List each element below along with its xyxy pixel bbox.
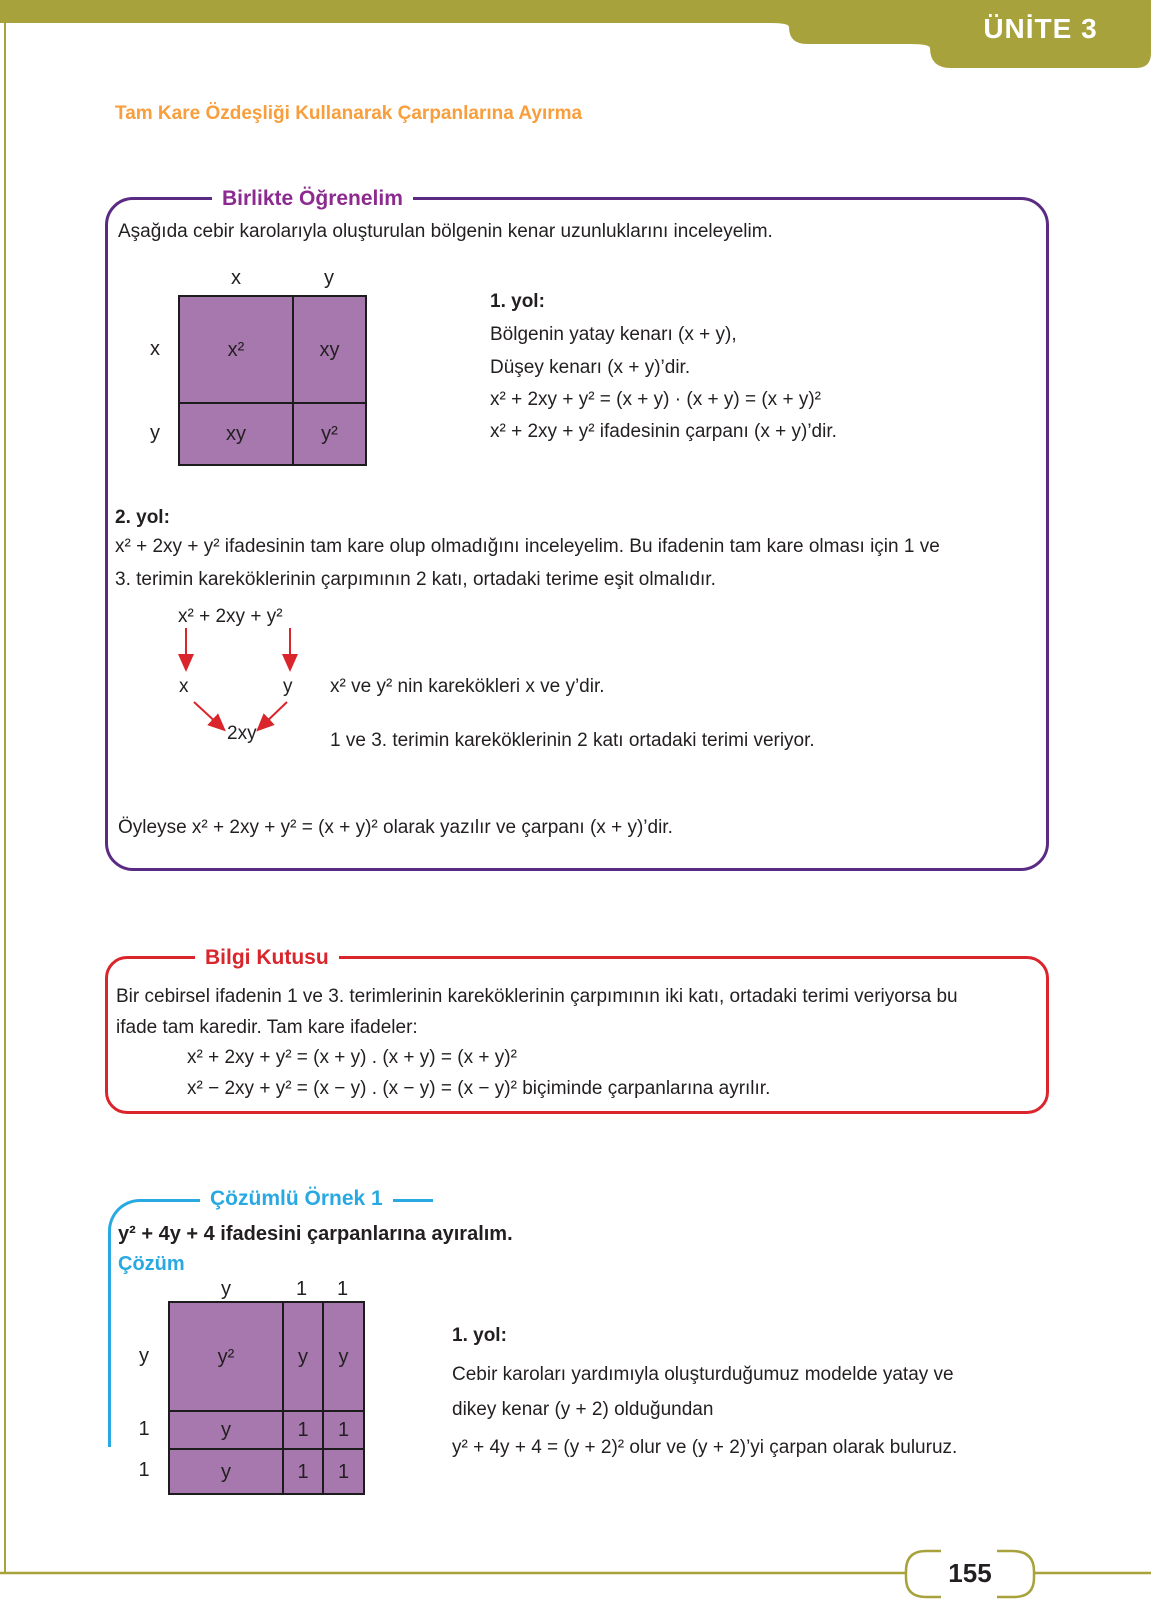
tile-cell: 1 [337,1419,350,1441]
tile-cell: xy [319,338,340,361]
model2-col-label-1b: 1 [336,1278,349,1300]
tile-cell: x² [227,338,245,361]
model1-row-label-x: x [150,338,160,360]
way2-expression: x² + 2xy + y² [178,606,283,627]
example-way1-title: 1. yol: [452,1325,507,1346]
tile-cell: y [221,1419,231,1441]
algebra-tile-model-2 [168,1301,365,1495]
model1-col-label-y: y [324,267,334,289]
algebra-tile-model-1 [178,295,367,466]
tile-cell: 1 [337,1460,350,1483]
learn-box-intro: Aşağıda cebir karolarıyla oluşturulan bölgenin kenar uzunluklarını inceleyelim. [118,221,773,242]
way2-paragraph-line: x² + 2xy + y² ifadesinin tam kare olup olmadığını inceleyelim. Bu ifadenin tam kare olması için 1 ve [115,536,940,557]
example-way1-line: y² + 4y + 4 = (y + 2)² olur ve (y + 2)’yi çarpan olarak buluruz. [452,1437,958,1458]
tile-cell: y [221,1460,231,1483]
way2-root-left: x [179,676,189,697]
way1-title: 1. yol: [490,291,545,312]
left-edge-accent-line [4,23,6,1572]
way2-note1: x² ve y² nin karekökleri x ve y’dir. [330,676,605,697]
model2-row-label-y: y [139,1345,149,1367]
tile-cell: xy [226,423,246,445]
tile-cell: y² [217,1345,235,1368]
model2-row-label-1: 1 [138,1418,150,1440]
way1-line: x² + 2xy + y² ifadesinin çarpanı (x + y)’dir. [490,421,837,442]
learn-box-conclusion: Öyleyse x² + 2xy + y² = (x + y)² olarak yazılır ve çarpanı (x + y)’dir. [118,817,673,838]
tile-cell: 1 [297,1419,309,1441]
way2-title: 2. yol: [115,507,170,528]
way2-root-right: y [283,676,293,697]
way2-paragraph-line: 3. terimin kareköklerinin çarpımının 2 katı, ortadaki terime eşit olmalıdır. [115,569,716,590]
model2-col-label-y: y [221,1278,231,1300]
info-box-formula: x² − 2xy + y² = (x − y) . (x − y) = (x − y)² biçiminde çarpanlarına ayrılır. [187,1078,771,1099]
model1-row-label-y: y [150,422,160,444]
tile-cell: y [298,1345,308,1368]
way1-line: x² + 2xy + y² = (x + y) · (x + y) = (x + y)² [490,389,821,410]
way2-note2: 1 ve 3. terimin kareköklerinin 2 katı ortadaki terimi veriyor. [330,730,815,751]
learn-together-box-title: Birlikte Öğrenelim [212,186,413,212]
model1-col-label-x: x [231,267,241,289]
solution-label: Çözüm [118,1253,185,1275]
info-box-line: ifade tam karedir. Tam kare ifadeler: [116,1017,418,1038]
way2-middle-term: 2xy [227,723,257,744]
example-way1-line: dikey kenar (y + 2) olduğundan [452,1399,714,1420]
tile-cell: 1 [297,1460,309,1483]
info-box-line: Bir cebirsel ifadenin 1 ve 3. terimlerinin kareköklerinin çarpımının iki katı, ortadaki terimi veriyorsa bu [116,986,958,1007]
page-number: 155 [948,1558,992,1588]
example-problem: y² + 4y + 4 ifadesini çarpanlarına ayıralım. [118,1223,513,1245]
way1-line: Bölgenin yatay kenarı (x + y), [490,324,737,345]
info-box-formula: x² + 2xy + y² = (x + y) . (x + y) = (x + y)² [187,1047,517,1068]
model2-row-label-1b: 1 [138,1459,150,1481]
unit-label: ÜNİTE 3 [983,13,1098,44]
way1-line: Düşey kenarı (x + y)’dir. [490,357,691,378]
solved-example-title: Çözümlü Örnek 1 [200,1186,393,1212]
model2-col-label-1: 1 [295,1278,308,1300]
info-box-title: Bilgi Kutusu [195,945,339,971]
tile-cell: y [338,1345,349,1368]
tile-cell: y² [321,423,338,445]
section-heading: Tam Kare Özdeşliği Kullanarak Çarpanlarına Ayırma [115,103,583,124]
example-way1-line: Cebir karoları yardımıyla oluşturduğumuz modelde yatay ve [452,1364,954,1385]
